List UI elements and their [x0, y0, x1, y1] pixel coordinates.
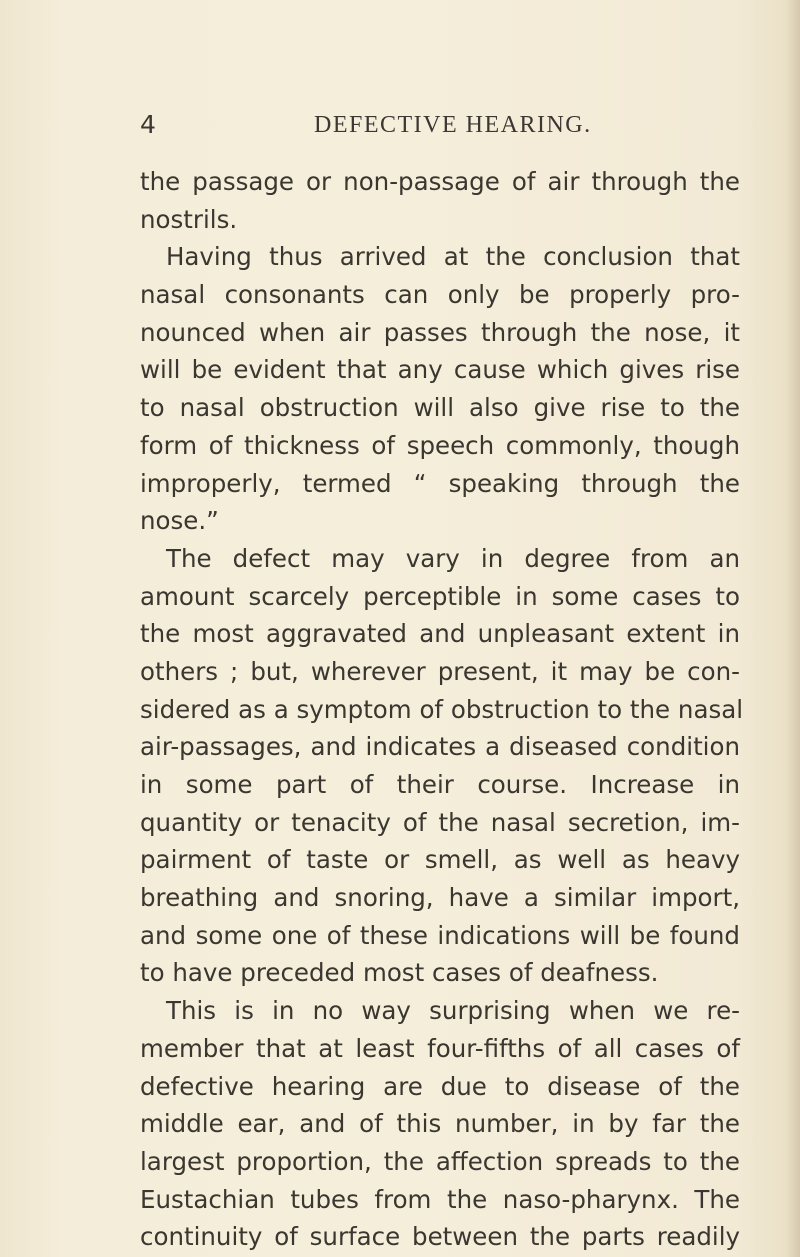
text-line: the most aggravated and unpleasant extent in: [140, 619, 740, 649]
paragraph-start-line: Having thus arrived at the conclusion that: [166, 242, 740, 272]
paragraph-start-line: This is in no way surprising when we re-: [166, 996, 740, 1026]
text-line: quantity or tenacity of the nasal secretion, im-: [140, 807, 740, 837]
paragraph-start-line: The defect may vary in degree from an: [166, 543, 740, 573]
running-head: DEFECTIVE HEARING.: [314, 112, 592, 138]
text-line: sidered as a symptom of obstruction to the nasal: [140, 694, 744, 724]
page-edge-shadow: [786, 0, 800, 1257]
page-header: [140, 108, 740, 142]
text-line: middle ear, and of this number, in by far the: [140, 1109, 740, 1139]
text-line: nostrils.: [140, 204, 238, 234]
text-line: in some part of their course. Increase in: [140, 770, 740, 799]
text-line: amount scarcely perceptible in some cases to: [140, 581, 740, 611]
text-line: nasal consonants can only be properly pro-: [140, 280, 740, 310]
text-line: largest proportion, the affection spreads to the: [140, 1146, 740, 1176]
text-line: to nasal obstruction will also give rise to the: [140, 393, 740, 423]
text-line: breathing and snoring, have a similar import,: [140, 883, 740, 913]
text-line: defective hearing are due to disease of the: [140, 1071, 740, 1101]
text-line: pairment of taste or smell, as well as heavy: [140, 845, 740, 875]
text-line: to have preceded most cases of deafness.: [140, 958, 659, 988]
text-line: the passage or non-passage of air through the: [140, 167, 740, 196]
text-line: member that at least four-fifths of all cases of: [140, 1033, 740, 1063]
body-text: [140, 163, 744, 1256]
text-line: others ; but, wherever present, it may be con-: [140, 656, 740, 686]
text-line: and some one of these indications will be found: [140, 920, 740, 950]
text-line: nose.”: [140, 506, 219, 536]
text-line: nounced when air passes through the nose, it: [140, 317, 740, 347]
text-line: improperly, termed “ speaking through the: [140, 468, 740, 498]
page-number: 4: [140, 110, 156, 139]
text-line: continuity of surface between the parts readily: [140, 1222, 740, 1252]
text-line: will be evident that any cause which gives rise: [140, 355, 740, 385]
text-line: air-passages, and indicates a diseased condition: [140, 732, 740, 762]
text-line: form of thickness of speech commonly, though: [140, 430, 740, 460]
text-line: Eustachian tubes from the naso-pharynx. The: [140, 1184, 740, 1214]
